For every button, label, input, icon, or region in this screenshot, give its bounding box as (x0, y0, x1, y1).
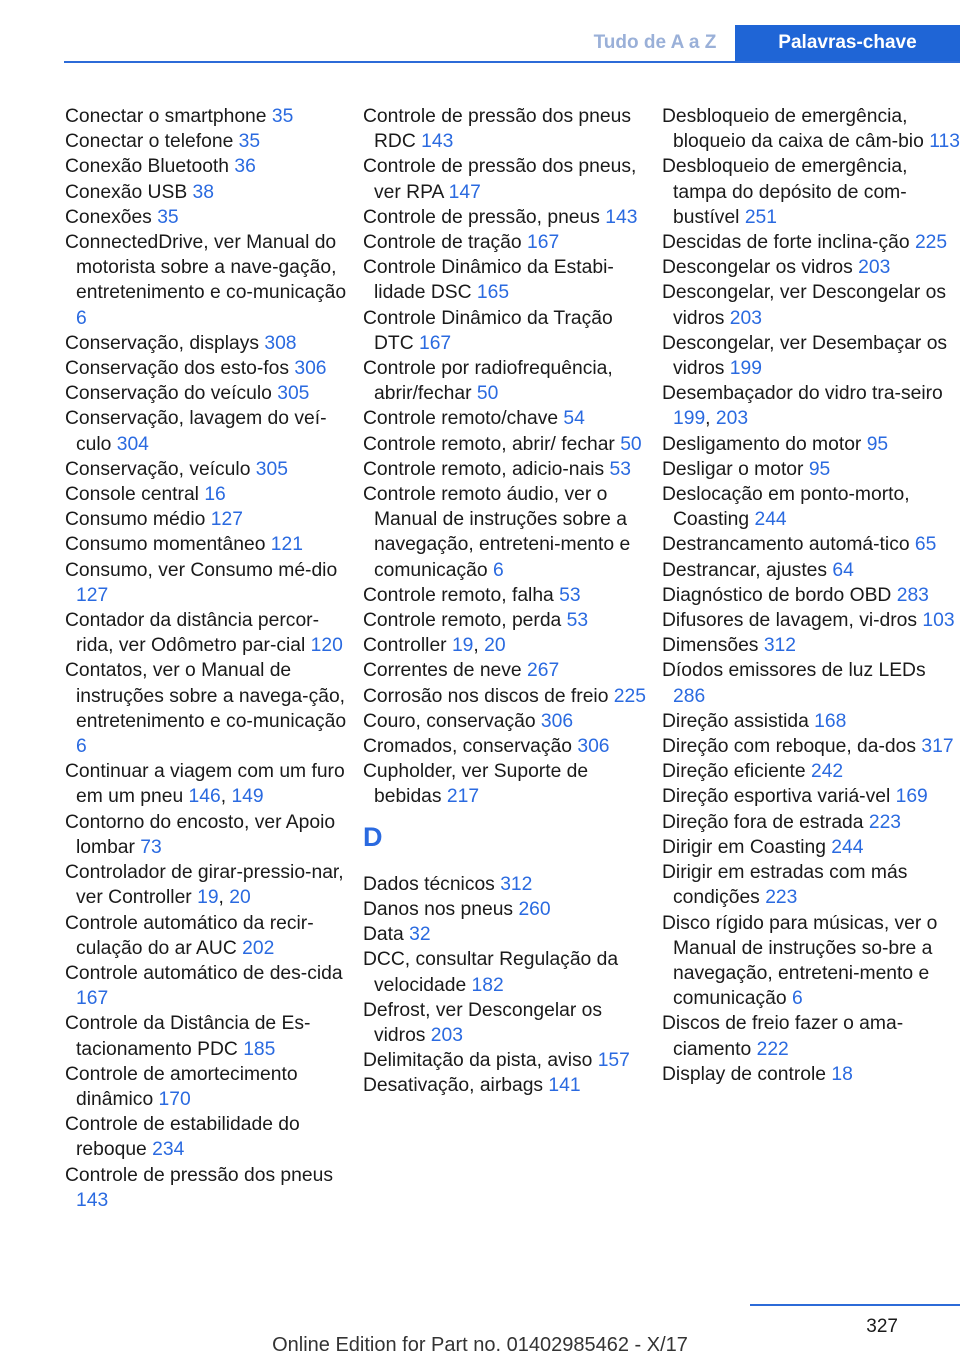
index-entry (65, 532, 355, 557)
entry-term: Difusores de lavagem, vi‐dros (662, 610, 923, 632)
page-link[interactable]: 95 (808, 458, 831, 480)
page-link[interactable]: 286 (673, 685, 706, 707)
edition-footer: Online Edition for Part no. 01402985462 - X/17 (272, 1334, 688, 1356)
entry-term: Discos de freio fazer o ama‐ciamento (662, 1013, 904, 1060)
page-link[interactable]: 305 (255, 458, 288, 480)
entry-term: Corrosão nos discos de freio (363, 685, 614, 707)
page-link[interactable]: 147 (448, 181, 481, 203)
page-link[interactable]: 306 (540, 710, 574, 732)
page-link[interactable]: 312 (500, 873, 533, 895)
page-link[interactable]: 185 (243, 1038, 276, 1060)
entry-term: Conservação do veículo (65, 383, 278, 405)
page-link[interactable]: 182 (471, 974, 504, 996)
index-entry (363, 154, 653, 204)
page-link[interactable]: 312 (763, 635, 796, 657)
page-link[interactable]: 73 (140, 836, 162, 858)
index-entry (662, 280, 960, 330)
page-link[interactable]: 170 (158, 1088, 191, 1110)
page-link[interactable]: 168 (814, 710, 847, 732)
entry-term: Continuar a viagem com um furo em um pneu (65, 761, 345, 808)
page-link[interactable]: 50 (620, 433, 642, 455)
page-link[interactable]: 304 (116, 433, 149, 455)
page-link[interactable]: 203 (430, 1024, 463, 1046)
entry-term: Controle remoto, perda (363, 610, 567, 632)
entry-term: Conectar o telefone (65, 131, 239, 153)
index-entry (363, 356, 653, 406)
index-entry (363, 457, 653, 482)
page-link[interactable]: 121 (270, 534, 303, 556)
index-column-2 (363, 104, 653, 1099)
index-entry (363, 230, 653, 255)
index-entry (363, 306, 653, 356)
index-entry (662, 784, 960, 809)
entry-term: Controle de pressão dos pneus (65, 1164, 333, 1186)
index-entry (65, 507, 355, 532)
index-entry (65, 180, 355, 205)
entry-term: Controle remoto, abrir/ fechar (363, 433, 621, 455)
page-link[interactable]: 305 (277, 383, 310, 405)
entry-term: Contatos, ver o Manual de instruções sobre a navega‐ção, entretenimento e co‐municação (65, 660, 347, 732)
page-link[interactable]: 113 (929, 131, 960, 153)
bottom-divider (750, 1304, 960, 1306)
page-link[interactable]: 38 (192, 181, 214, 203)
entry-term: Desligamento do motor (662, 433, 867, 455)
entry-term: Controle de amortecimento dinâmico (65, 1063, 298, 1110)
page-link[interactable]: 65 (914, 534, 937, 556)
index-entry (65, 104, 355, 129)
index-entry (662, 432, 960, 457)
page-separator: , (218, 887, 230, 909)
top-divider (64, 61, 960, 63)
entry-term: Cromados, conservação (363, 736, 578, 758)
page-link[interactable]: 203 (715, 408, 749, 430)
page-link[interactable]: 18 (831, 1063, 853, 1085)
page-link[interactable]: 244 (754, 509, 787, 531)
index-entry (65, 1011, 355, 1061)
index-entry (363, 658, 653, 683)
entry-term: Conexão USB (65, 181, 193, 203)
entry-term: Desbloqueio de emergência, bloqueio da caixa de câm‐bio (662, 106, 930, 153)
page-number: 327 (866, 1316, 898, 1337)
page-link[interactable]: 260 (518, 898, 551, 920)
index-entry (662, 583, 960, 608)
entry-term: Conservação, displays (65, 332, 265, 354)
page-link[interactable]: 16 (204, 484, 226, 506)
index-entry (662, 759, 960, 784)
index-entry (662, 558, 960, 583)
entry-term: Deslocação em ponto-morto, Coasting (662, 484, 910, 531)
entry-term: Correntes de neve (363, 660, 527, 682)
page-link[interactable]: 36 (234, 156, 256, 178)
index-entry (65, 331, 355, 356)
index-entry (662, 860, 960, 910)
index-entry (65, 381, 355, 406)
index-entry (363, 104, 653, 154)
index-entry (662, 1011, 960, 1061)
index-entry (662, 810, 960, 835)
entry-term: Controle remoto/chave (363, 408, 564, 430)
page-link[interactable]: 169 (895, 786, 928, 808)
page-link[interactable]: 225 (914, 232, 948, 254)
index-entry (65, 1112, 355, 1162)
index-entry (65, 860, 355, 910)
entry-term: Conexões (65, 206, 158, 228)
entry-term: Descongelar, ver Desembaçar os vidros (662, 332, 948, 380)
index-entry (662, 104, 960, 154)
index-entry (65, 558, 355, 608)
entry-term: Desembaçador do vidro tra‐seiro (662, 383, 943, 405)
index-entry (363, 482, 653, 583)
index-entry (65, 129, 355, 154)
page-link[interactable]: 225 (613, 685, 646, 707)
index-entry (363, 1048, 653, 1073)
index-entry (662, 658, 960, 708)
page-link[interactable]: 50 (476, 383, 499, 405)
entry-term: Cupholder, ver Suporte de bebidas (363, 761, 589, 808)
index-entry (363, 684, 653, 709)
page-link[interactable]: 6 (76, 307, 87, 329)
entry-term: Conservação, veículo (65, 458, 256, 480)
entry-term: Defrost, ver Descongelar os vidros (363, 999, 602, 1046)
index-entry (363, 608, 653, 633)
entry-term: Data (363, 924, 410, 946)
page-link[interactable]: 267 (527, 660, 560, 682)
index-entry (662, 608, 960, 633)
page-link[interactable]: 64 (832, 559, 854, 581)
tab-keywords[interactable]: Palavras-chave (735, 25, 960, 61)
page-link[interactable]: 143 (76, 1189, 109, 1211)
page-link[interactable]: 222 (756, 1038, 789, 1060)
page-link[interactable]: 283 (896, 584, 929, 606)
index-entry (662, 633, 960, 658)
entry-term: Console central (65, 484, 205, 506)
index-entry (363, 633, 653, 658)
page-link[interactable]: 317 (921, 736, 954, 758)
entry-term: Controle remoto, adicio‐nais (363, 458, 610, 480)
entry-term: DCC, consultar Regulação da velocidade (363, 949, 619, 996)
page-link[interactable]: 127 (210, 509, 243, 531)
index-entry (363, 255, 653, 305)
index-entry (363, 432, 653, 457)
page-link[interactable]: 157 (597, 1050, 630, 1072)
page-link[interactable]: 20 (484, 635, 506, 657)
page-link[interactable]: 165 (476, 282, 510, 304)
index-entry (662, 835, 960, 860)
entry-term: Conexão Bluetooth (65, 156, 235, 178)
page-link[interactable]: 146 (188, 786, 221, 808)
page-link[interactable]: 95 (866, 433, 889, 455)
entry-term: Controle automático de des‐cida (65, 962, 343, 984)
page-link[interactable]: 54 (563, 408, 585, 430)
index-entry (363, 734, 653, 759)
page-link[interactable]: 308 (264, 332, 297, 354)
entry-term: Dirigir em Coasting (662, 836, 832, 858)
entry-term: Disco rígido para músicas, ver o Manual de instruções so‐bre a navegação, entreteni‐mento e comunicação (662, 912, 938, 1010)
page-link[interactable]: 203 (729, 307, 762, 329)
entry-term: Direção esportiva variá‐vel (662, 786, 896, 808)
index-entry (662, 331, 960, 381)
page-link[interactable]: 53 (559, 584, 581, 606)
page-link[interactable]: 103 (922, 610, 955, 632)
entry-term: Descongelar os vidros (662, 257, 859, 279)
page-link[interactable]: 203 (858, 257, 891, 279)
page-link[interactable]: 6 (791, 988, 803, 1010)
entry-term: Conservação, lavagem do veí‐culo (65, 408, 327, 455)
page-link[interactable]: 143 (421, 131, 454, 153)
section-letter: D (363, 821, 383, 852)
entry-term: Dirigir em estradas com más condições (662, 862, 908, 909)
page-link[interactable]: 35 (157, 206, 179, 228)
entry-term: Controle de tração (363, 232, 527, 254)
page-link[interactable]: 199 (729, 358, 762, 380)
page-link[interactable]: 234 (152, 1139, 185, 1161)
page-link[interactable]: 6 (76, 736, 87, 758)
page-link[interactable]: 167 (527, 232, 560, 254)
entry-term: Destrancar, ajustes (662, 559, 833, 581)
entry-term: Conservação dos esto‐fos (65, 358, 295, 380)
index-entry (662, 734, 960, 759)
page-link[interactable]: 167 (76, 988, 109, 1010)
entry-term: Consumo momentâneo (65, 534, 271, 556)
page-link[interactable]: 306 (577, 736, 610, 758)
index-entry (65, 911, 355, 961)
index-entry (363, 897, 653, 922)
index-entry (65, 482, 355, 507)
page-link[interactable]: 127 (76, 584, 109, 606)
page-link[interactable]: 149 (231, 786, 264, 808)
index-entry (363, 998, 653, 1048)
page-link[interactable]: 53 (566, 610, 589, 632)
index-entry (363, 759, 653, 809)
entry-term: Direção assistida (662, 710, 815, 732)
entry-term: Descongelar, ver Descongelar os vidros (662, 282, 947, 329)
index-entry (363, 583, 653, 608)
entry-term: Controller (363, 635, 452, 657)
page-link[interactable]: 53 (609, 458, 631, 480)
header-tabs (575, 25, 960, 61)
entry-term: Controle remoto, falha (363, 584, 560, 606)
entry-term: Destrancamento automá‐tico (662, 534, 915, 556)
index-entry (65, 658, 355, 759)
index-entry (363, 1073, 653, 1098)
entry-term: Desligar o motor (662, 458, 809, 480)
page-link[interactable]: 167 (418, 332, 452, 354)
page-link[interactable]: 251 (744, 206, 777, 228)
entry-term: Controlador de girar-pressio‐nar, ver Controller (65, 862, 344, 909)
entry-term: Couro, conservação (363, 710, 541, 732)
page-link[interactable]: 141 (548, 1075, 581, 1097)
page-link[interactable]: 6 (492, 559, 504, 581)
page-link[interactable]: 223 (868, 811, 902, 833)
index-entry (662, 255, 960, 280)
tab-index-a-z[interactable]: Tudo de A a Z (593, 32, 717, 53)
page-separator: , (473, 635, 485, 657)
entry-term: Controle Dinâmico da Tração DTC (363, 307, 613, 354)
page-link[interactable]: 120 (310, 635, 343, 657)
page-separator: , (220, 786, 232, 808)
index-entry (662, 230, 960, 255)
page-link[interactable]: 35 (271, 106, 294, 127)
index-column-3 (662, 104, 960, 1087)
page-link[interactable]: 202 (242, 937, 275, 959)
index-entry (662, 482, 960, 532)
entry-term: Dimensões (662, 635, 764, 657)
index-entry (662, 911, 960, 1012)
entry-term: Diagnóstico de bordo OBD (662, 584, 897, 606)
index-column-1 (65, 104, 355, 1213)
entry-term: Controle de estabilidade do reboque (65, 1114, 300, 1161)
index-entry (662, 457, 960, 482)
index-entry (363, 947, 653, 997)
index-entry (65, 356, 355, 381)
page-link[interactable]: 242 (810, 761, 844, 783)
index-entry (65, 608, 355, 658)
index-entry (363, 406, 653, 431)
index-entry (65, 230, 355, 331)
page-link[interactable]: 35 (238, 131, 261, 153)
index-entry (65, 205, 355, 230)
index-entry (662, 709, 960, 734)
index-entry (662, 532, 960, 557)
entry-term: Consumo médio (65, 509, 211, 531)
entry-term: Controle por radiofrequência, abrir/fechar (363, 358, 613, 405)
entry-term: Controle remoto áudio, ver o Manual de instruções sobre a navegação, entreteni‐mento e comunicação (363, 484, 631, 581)
entry-term: Contador da distância percor‐rida, ver Odômetro par‐cial (65, 610, 320, 657)
entry-term: Contorno do encosto, ver Apoio lombar (65, 811, 336, 858)
index-entry (65, 154, 355, 179)
index-entry (363, 922, 653, 947)
page-link[interactable]: 199 (673, 408, 706, 430)
index-entry (363, 872, 653, 897)
page-link[interactable]: 244 (831, 836, 864, 858)
page-link[interactable]: 19 (197, 887, 219, 909)
page-link[interactable]: 223 (765, 887, 798, 909)
page-link[interactable]: 19 (451, 635, 474, 657)
page-link[interactable]: 20 (229, 887, 251, 909)
entry-term: Controle automático da recir‐culação do ar AUC (65, 912, 314, 959)
index-entry (662, 381, 960, 431)
index-entry (363, 205, 653, 230)
entry-term: Descidas de forte inclina‐ção (662, 232, 915, 254)
page-separator: , (705, 408, 716, 430)
index-entry (65, 961, 355, 1011)
entry-term: Conectar o smartphone (65, 106, 272, 127)
page-link[interactable]: 306 (294, 358, 327, 380)
index-entry (65, 1062, 355, 1112)
entry-term: Danos nos pneus (363, 898, 519, 920)
entry-term: Consumo, ver Consumo mé‐dio (65, 559, 338, 581)
page-link[interactable]: 32 (409, 924, 431, 946)
index-entry (65, 1163, 355, 1213)
entry-term: Desativação, airbags (363, 1075, 549, 1097)
entry-term: Desbloqueio de emergência, tampa do depósito de com‐bustível (662, 156, 908, 228)
entry-term: Direção fora de estrada (662, 811, 869, 833)
page-link[interactable]: 143 (605, 206, 638, 228)
index-entry (363, 709, 653, 734)
entry-term: Controle de pressão, pneus (363, 206, 606, 228)
entry-term: ConnectedDrive, ver Manual do motorista sobre a nave‐gação, entretenimento e co‐municação (65, 232, 347, 304)
entry-term: Delimitação da pista, aviso (363, 1050, 598, 1072)
index-entry (65, 759, 355, 809)
entry-term: Direção com reboque, da‐dos (662, 736, 922, 758)
entry-term: Controle da Distância de Es‐tacionamento PDC (65, 1013, 311, 1060)
index-entry (65, 406, 355, 456)
entry-term: Díodos emissores de luz LEDs (662, 660, 926, 682)
entry-term: Direção eficiente (662, 761, 811, 783)
entry-term: Controle de pressão dos pneus, ver RPA (363, 156, 637, 203)
index-entry (65, 810, 355, 860)
index-entry (65, 457, 355, 482)
index-entry (662, 1062, 960, 1087)
entry-term: Controle de pressão dos pneus RDC (363, 106, 631, 153)
page-link[interactable]: 217 (446, 786, 480, 808)
entry-term: Dados técnicos (363, 873, 501, 895)
entry-term: Display de controle (662, 1063, 832, 1085)
index-entry (662, 154, 960, 230)
entry-term: Controle Dinâmico da Estabi‐lidade DSC (363, 257, 614, 304)
